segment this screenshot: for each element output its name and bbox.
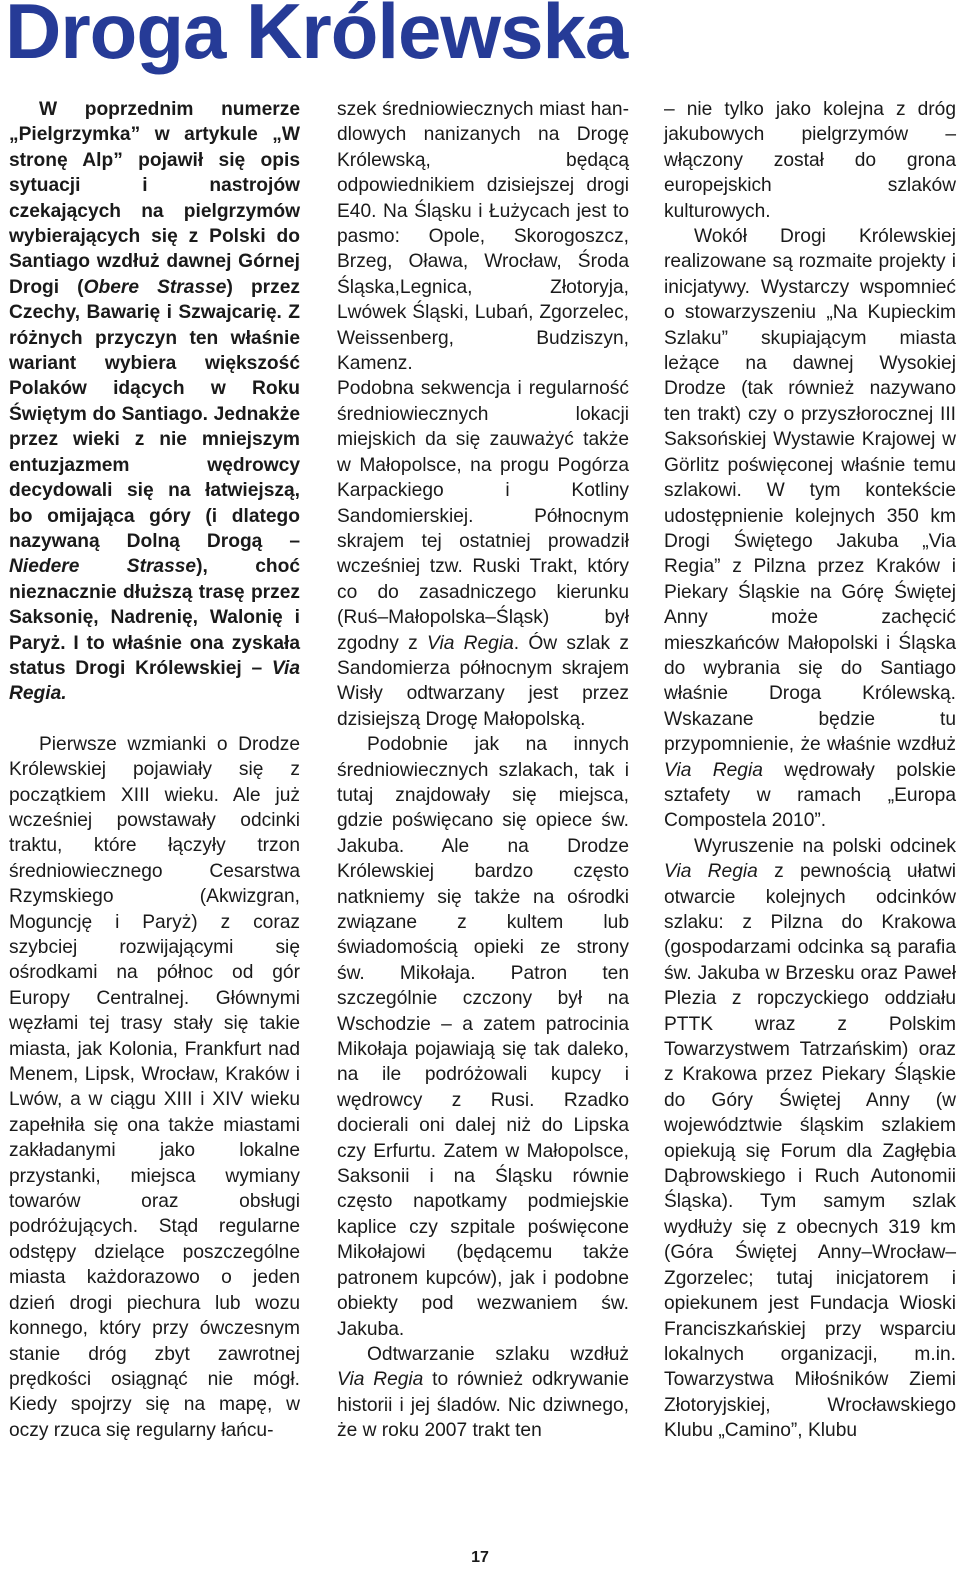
lead-text-part: W poprzednim numerze „Pielgrzymka” w artykule „W stronę Alp” pojawił się opis sytuacji i nastrojów czekających na pielgrzymów wybierających się z Polski do Santiago wzdłuż dawnej Górnej Drogi ( — [9, 99, 300, 298]
paragraph-text-part: Wokół Drogi Królewskiej realizowane są rozmaite projekty i inicjatywy. Wystarczy wspomnieć o stowarzyszeniu „Na Kupieckim Szlaku” skupiającym miasta leżące na dawnej Wysokiej Drodze (tak również nazywano ten trakt) czy o przyszłorocznej III Saksońskiej Wystawie Krajowej w Görlitz poświęconej właśnie temu szlakowi. W tym kontekście udostępnienie kolejnych 350 km Drogi Świętego Jakuba „Via Regia” z Pilzna przez Kraków i Piekary Śląskie na Górę Świętej Anny może zachęcić mieszkańców Małopolski i Śląska do wybrania się do Santiago właśnie Droga Królewską. Wskazane będzie tu przypomnienie, że właśnie wzdłuż — [664, 226, 956, 756]
body-paragraph — [337, 1342, 629, 1444]
italic-via-regia: Via Regia — [337, 1369, 424, 1391]
body-paragraph — [664, 224, 956, 834]
paragraph-text-part: wędrowały polskie sztafety w ramach „Europa Compostela 2010”. — [664, 759, 956, 832]
body-paragraph — [337, 376, 629, 732]
italic-via-regia: Via Regia — [664, 759, 763, 781]
lead-paragraph — [9, 97, 300, 707]
paragraph-text-part: Odtwarzanie szlaku wzdłuż — [367, 1343, 629, 1365]
column-1 — [9, 97, 300, 1443]
body-paragraph: szek średniowiecznych miast han-dlowych nanizanych na Drogę Królewską, będącą odpowiednikiem dzisiejszej drogi E40. Na Śląsku i Łużycach jest to pasmo: Opole, Skorogoszcz, Brzeg, Oława, Wrocław, Środa Śląska,Legnica, Złotoryja, Lwówek Śląski, Lubań, Zgorzelec, Weissenberg, Budziszyn, Kamenz. — [337, 99, 629, 375]
body-paragraph: Podobnie jak na innych średniowiecznych szlakach, tak i tutaj znajdowały się miejsca, gdzie poświęcano się opiece św. Jakuba. Ale na Drodze Królewskiej bardzo często natkniemy się także na ośrodki związane z kultem lub świadomością opieki ze strony św. Mikołaja. Patron ten szczególnie czczony był na Wschodzie – a zatem patrocinia Mikołaja pojawiają się tak daleko, na ile podróżowali kupcy i wędrowcy z Rusi. Rzadko docierali oni dalej niż do Lipska czy Erfurtu. Zatem w Małopolsce, Saksonii i na Śląsku równie często napotkamy podmiejskie kaplice czy szpitale poświęcone Mikołajowi (będącemu także patronem kupców), jak i podobne obiekty pod wezwaniem św. Jakuba. — [337, 734, 629, 1340]
lead-italic-niedere: Niedere Strasse — [9, 556, 197, 578]
italic-via-regia: Via Regia — [664, 861, 758, 883]
paragraph-text-part: Wyruszenie na polski odcinek — [694, 835, 956, 857]
lead-text-part: ) przez Czechy, Bawarię i Szwajcarię. Z różnych przyczyn ten właśnie wariant wybiera większość Polaków idących w Roku Świętym do Santiago. Jednakże przez wieki z nie mniejszym entuzjazmem wędrowcy decydowali się na łatwiejszą, bo omijająca góry (i dlatego nazywaną Dolną Drogą – — [9, 276, 300, 552]
body-paragraph — [664, 834, 956, 1444]
column-2 — [337, 97, 629, 1444]
column-3 — [664, 97, 956, 1444]
body-paragraph: Pierwsze wzmianki o Drodze Królewskiej pojawiały się z początkiem XIII wieku. Ale już wcześniej powstawały odcinki traktu, które łączyły trzon średniowiecznego Cesarstwa Rzymskiego (Akwizgran, Moguncję i Paryż) z coraz szybciej rozwijającymi się ośrodkami na północ od gór Europy Centralnej. Głównymi węzłami tej trasy stały się takie miasta, jak Kolonia, Frankfurt nad Menem, Lipsk, Wrocław, Kraków i Lwów, a w ciągu XIII i XIV wieku zapełniła się ona także miastami zakładanymi jako lokalne przystanki, miejsca wymiany towarów oraz obsługi podróżujących. Stąd regularne odstępy dzielące poszczególne miasta każdorazowo o jeden dzień drogi piechura lub wozu konnego, który przy ówczesnym stanie dróg zbyt zawrotnej prędkości osiągnąć nie mógł. Kiedy spojrzy się na mapę, w oczy rzuca się regularny łańcu- — [9, 733, 300, 1441]
paragraph-text-part: to również odkrywanie historii i jej śladów. Nic dziwnego, że w roku 2007 trakt ten — [337, 1369, 629, 1442]
italic-via-regia: Via Regia — [427, 632, 514, 654]
lead-italic-via-regia: Via Regia. — [9, 657, 300, 705]
lead-text-part: ), choć nieznacznie dłuższą trasę przez Saksonię, Nadrenię, Walonię i Paryż. I to właśnie ona zyskała status Drogi Królewskiej – — [9, 556, 300, 679]
paragraph-text-part: z pewnością ułatwi otwarcie kolejnych odcinków szlaku: z Pilzna do Krakowa (gospodarzami odcinka są parafia św. Jakuba w Brzesku oraz Paweł Plezia z ropczyckiego oddziału PTTK wraz z Polskim Towarzystwem Tatrzańskim) oraz z Krakowa przez Piekary Śląskie do Góry Świętej Anny (w województwie śląskim szlakiem opiekują się Forum dla Zagłębia Dąbrowskiego i Ruch Autonomii Śląska). Tym samym szlak wydłuży się z obecnych 319 km (Góra Świętej Anny–Wrocław–Zgorzelec; tutaj inicjatorem i opiekunem jest Fundacja Wioski Franciszkańskiej przy wsparciu lokalnych organizacji, m.in. Towarzystwa Miłośników Ziemi Złotoryjskiej, Wrocławskiego Klubu „Camino”, Klubu — [664, 861, 956, 1442]
paragraph-text-part: Podobna sekwencja i regularność średniowiecznych lokacji miejskich da się zauważyć także w Małopolsce, na progu Pogórza Karpackiego i Kotliny Sandomierskiej. Północnym skrajem tej ostatniej prowadził wcześniej tzw. Ruski Trakt, który co do zasadniczego kierunku (Ruś–Małopolska–Śląsk) był zgodny z — [337, 378, 629, 654]
paragraph-text-part: . Ów szlak z Sandomierza północnym skrajem Wisły odtwarzany jest przez dzisiejszą Drogę Małopolską. — [337, 632, 629, 730]
body-paragraph: – nie tylko jako kolejna z dróg jakubowych pielgrzymów – włączony został do grona europejskich szlaków kulturowych. — [664, 99, 956, 222]
page-number: 17 — [471, 1549, 489, 1566]
lead-italic-obere: Obere Strasse — [83, 276, 227, 298]
page-title: Droga Królewska — [5, 0, 628, 75]
